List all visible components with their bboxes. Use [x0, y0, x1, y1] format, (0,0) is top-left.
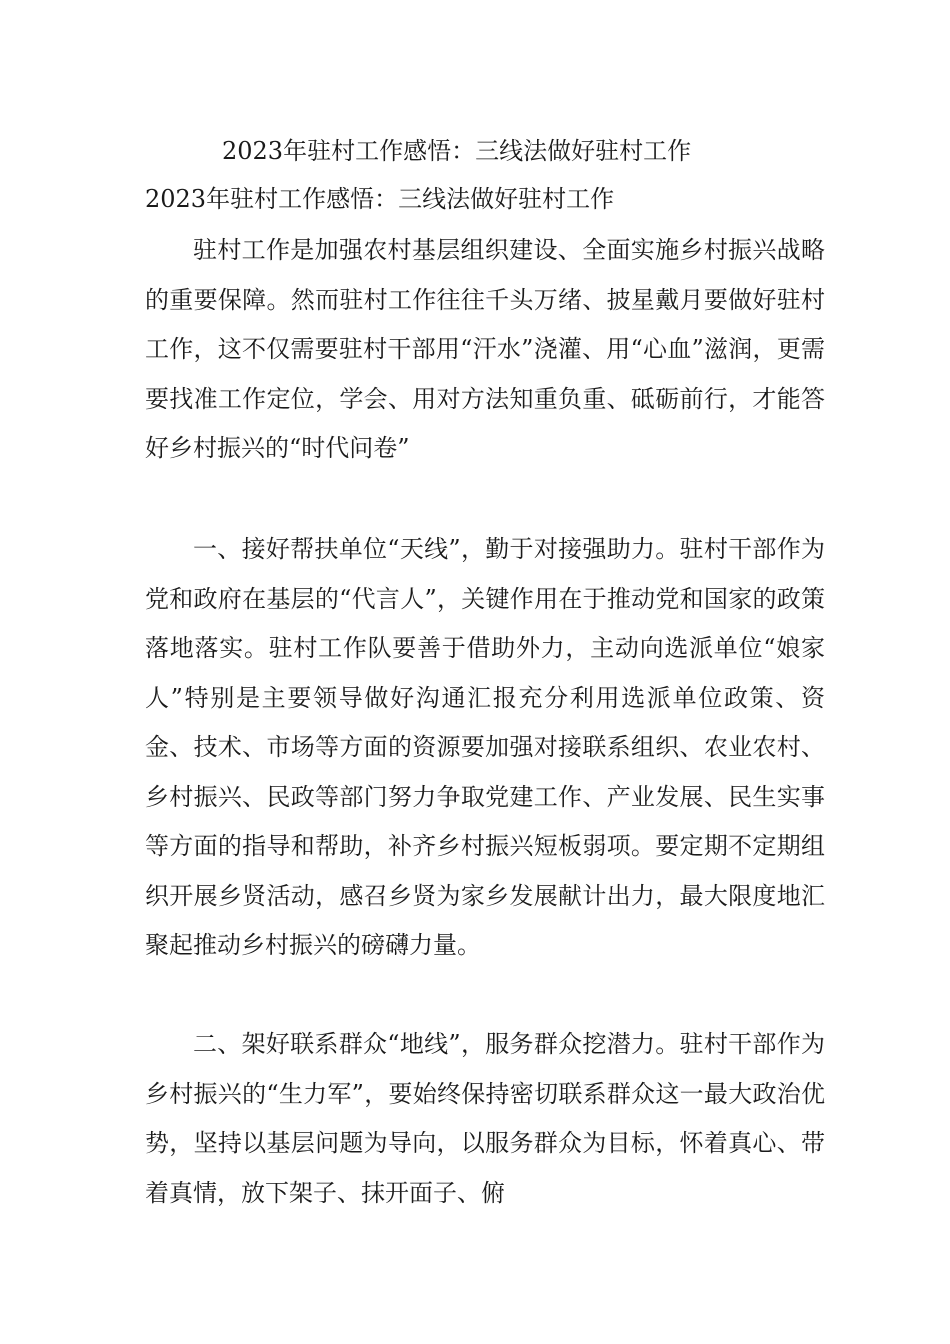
- document-subtitle: 2023年驻村工作感悟：三线法做好驻村工作: [145, 185, 615, 213]
- paragraph-intro: 驻村工作是加强农村基层组织建设、全面实施乡村振兴战略的重要保障。然而驻村工作往往千头万绪、披星戴月要做好驻村工作，这不仅需要驻村干部用“汗水”浇灌、用“心血”滋润，更需要找准工作定位，学会、用对方法知重负重、砥砺前行，才能答好乡村振兴的“时代问卷”: [145, 236, 825, 462]
- document-title: 2023年驻村工作感悟：三线法做好驻村工作: [222, 137, 692, 165]
- paragraph-section-one: 一、接好帮扶单位“天线”，勤于对接强助力。驻村干部作为党和政府在基层的“代言人”，关键作用在于推动党和国家的政策落地落实。驻村工作队要善于借助外力，主动向选派单位“娘家人”特别是主要领导做好沟通汇报充分利用选派单位政策、资金、技术、市场等方面的资源要加强对接联系组织、农业农村、乡村振兴、民政等部门努力争取党建工作、产业发展、民生实事等方面的指导和帮助，补齐乡村振兴短板弱项。要定期不定期组织开展乡贤活动，感召乡贤为家乡发展献计出力，最大限度地汇聚起推动乡村振兴的磅礴力量。: [145, 535, 825, 959]
- paragraph-section-two: 二、架好联系群众“地线”，服务群众挖潜力。驻村干部作为乡村振兴的“生力军”，要始终保持密切联系群众这一最大政治优势，坚持以基层问题为导向，以服务群众为目标，怀着真心、带着真情，放下架子、抹开面子、俯: [145, 1030, 825, 1207]
